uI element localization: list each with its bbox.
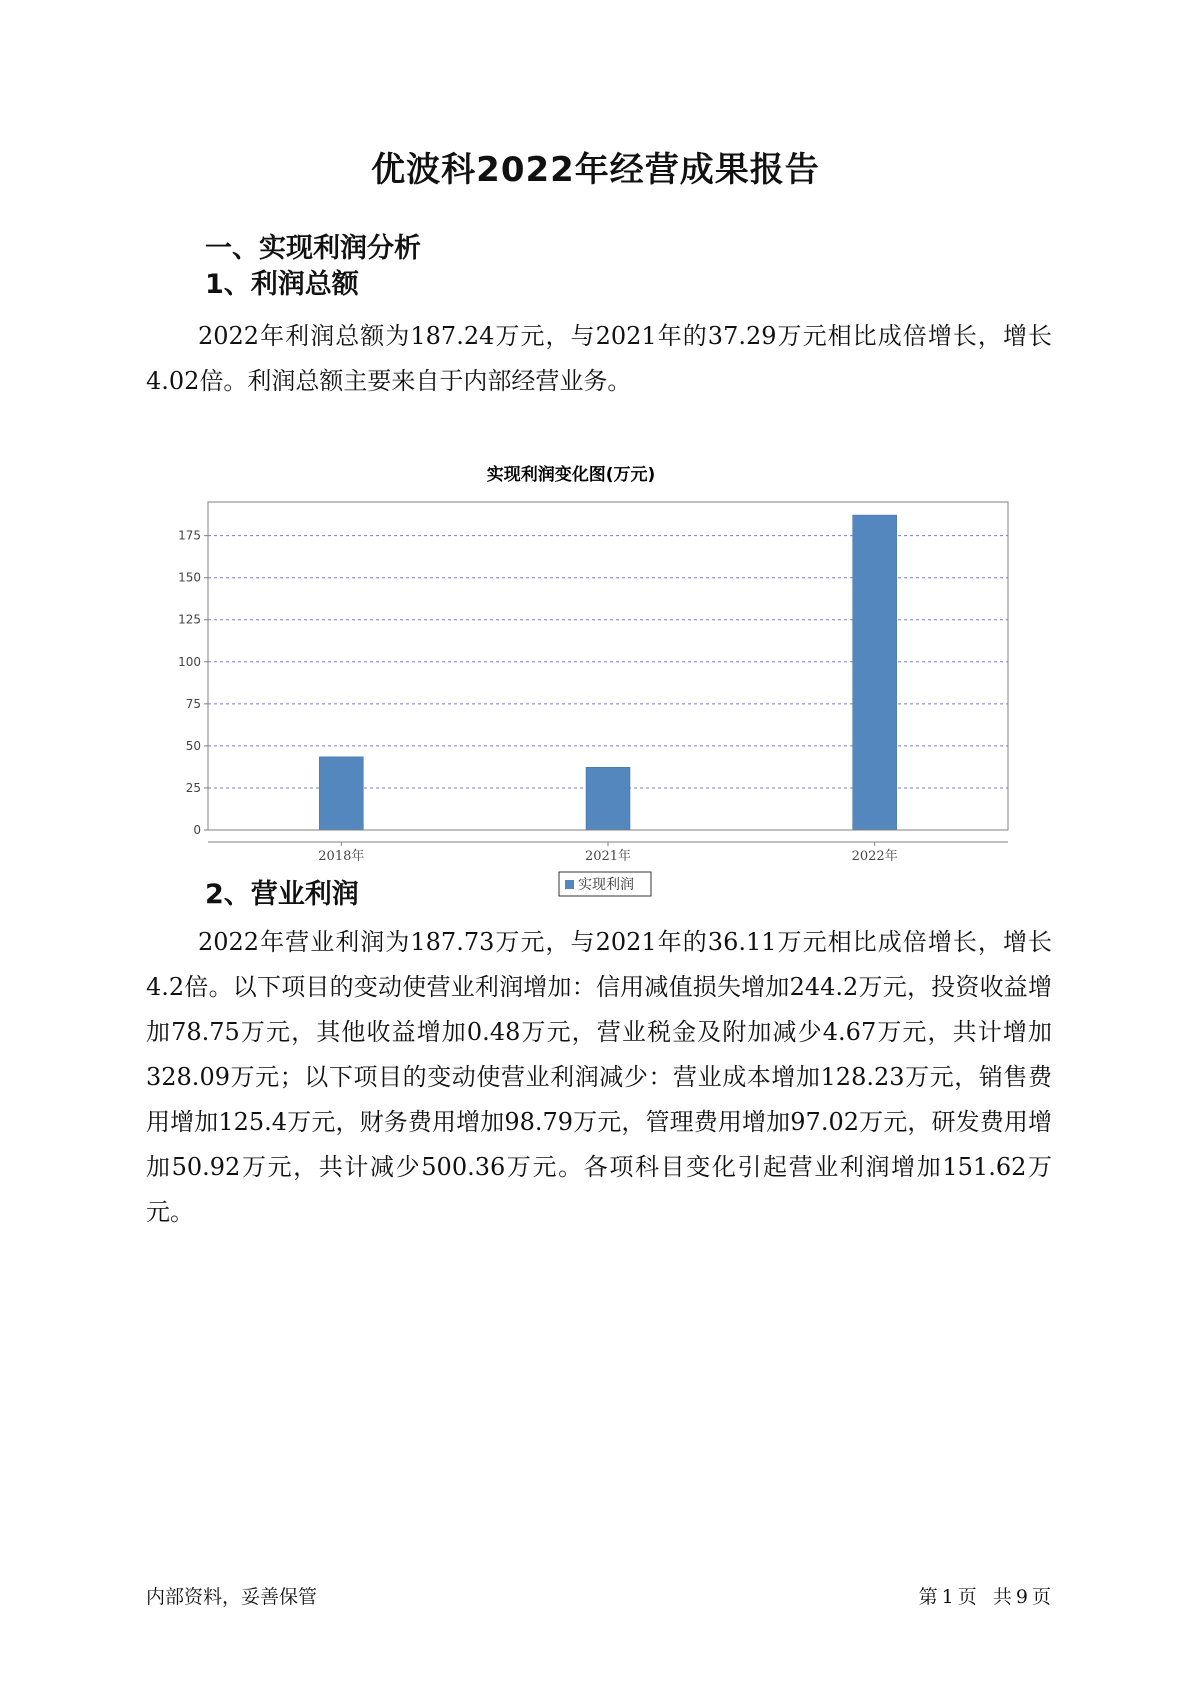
- bar-2021年: [586, 767, 630, 830]
- document-title: 优波科2022年经营成果报告: [371, 150, 820, 190]
- section-heading-profit-analysis: 一、实现利润分析: [205, 233, 421, 264]
- legend-label: 实现利润: [578, 877, 634, 893]
- y-tick-label: 150: [178, 570, 201, 585]
- page-number: 1: [941, 1586, 954, 1608]
- y-tick-label: 175: [178, 528, 201, 543]
- paragraph-operating-profit: 2022年营业利润为187.73万元，与2021年的36.11万元相比成倍增长，增长4.2倍。以下项目的变动使营业利润增加：信用减值损失增加244.2万元，投资收益增加78.75万元，其他收益增加0.48万元，营业税金及附加减少4.67万元，共计增加328.09万元；以下项目的变动使营业利润减少：营业成本增加128.23万元，销售费用增加125.4万元，财务费用增加98.79万元，管理费用增加97.02万元，研发费用增加50.92万元，共计减少500.36万元。各项科目变化引起营业利润增加151.62万元。: [146, 928, 1052, 1226]
- footer-confidential-note: 内部资料，妥善保管: [146, 1586, 318, 1608]
- y-tick-label: 100: [178, 654, 201, 669]
- y-tick-label: 25: [185, 780, 201, 795]
- bar-2022年: [853, 515, 897, 830]
- subsection-heading-total-profit: 1、利润总额: [205, 269, 359, 300]
- y-tick-label: 125: [178, 612, 201, 627]
- chart-title: 实现利润变化图(万元): [486, 465, 656, 485]
- y-tick-label: 75: [185, 696, 201, 711]
- total-prefix: 共: [992, 1586, 1012, 1608]
- paragraph-total-profit: 2022年利润总额为187.24万元，与2021年的37.29万元相比成倍增长，增长4.02倍。利润总额主要来自于内部经营业务。: [146, 322, 1052, 395]
- bar-2018年: [319, 757, 363, 830]
- footer-page-indicator: [915, 1582, 1051, 1609]
- x-tick-label: 2018年: [318, 849, 365, 864]
- x-tick-label: 2021年: [584, 849, 632, 864]
- page-unit: 页: [957, 1586, 977, 1608]
- subsection-heading-operating-profit: 2、营业利润: [205, 879, 359, 910]
- y-tick-label: 0: [193, 823, 201, 837]
- y-tick-label: 50: [185, 738, 201, 753]
- legend-swatch: [565, 880, 574, 889]
- x-tick-label: 2022年: [851, 849, 898, 864]
- total-unit: 页: [1031, 1586, 1051, 1608]
- total-pages: 9: [1015, 1586, 1028, 1608]
- profit-bar-chart: [150, 452, 1050, 893]
- page-prefix: 第: [918, 1586, 938, 1608]
